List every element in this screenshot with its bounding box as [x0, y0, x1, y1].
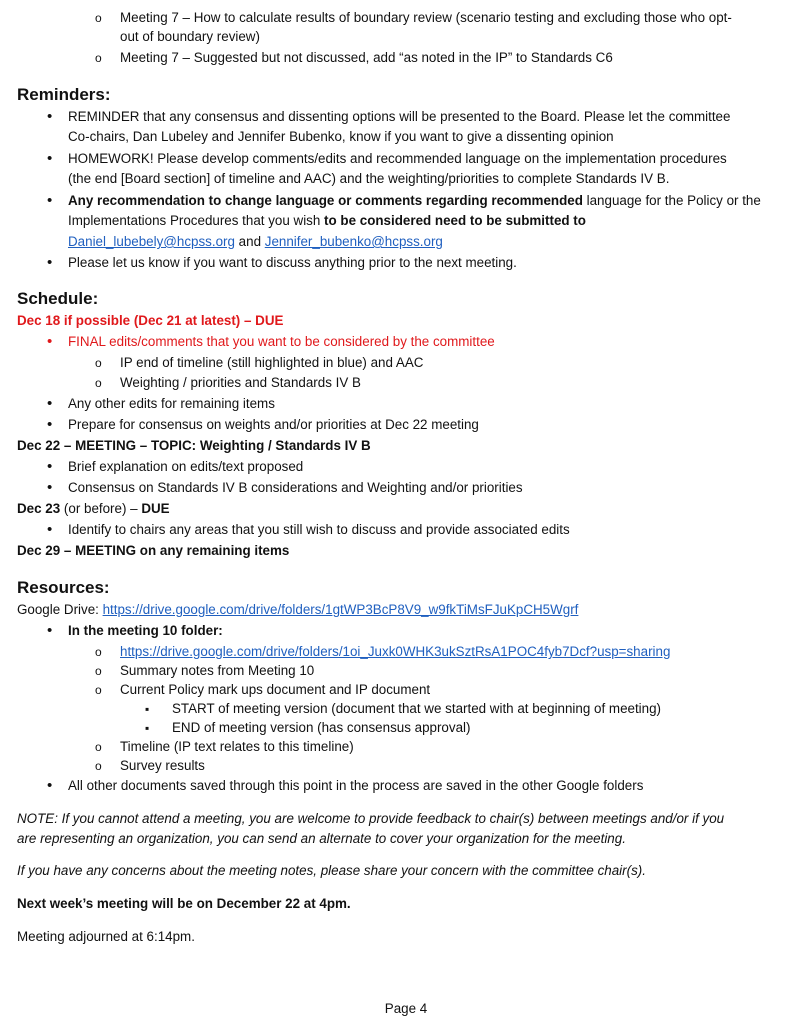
note-line1: NOTE: If you cannot attend a meeting, you are welcome to provide feedback to chair(s) between meetings and/or if you [17, 811, 725, 826]
circle-bullet-icon [95, 49, 102, 67]
meeting-adjourned: Meeting adjourned at 6:14pm. [17, 929, 195, 944]
dec29-meeting: Dec 29 – MEETING on any remaining items [17, 543, 290, 558]
recommendation-line2 [68, 212, 586, 230]
meeting10-folder-link[interactable]: https://drive.google.com/drive/folders/1oi_Juxk0WHK3ukSztRsA1POC4fyb7Dcf?usp=sharing [120, 644, 671, 659]
timeline-item: Timeline (IP text relates to this timeline) [120, 739, 354, 754]
concerns-note: If you have any concerns about the meeting notes, please share your concern with the committee chair(s). [17, 863, 646, 878]
bullet-icon [47, 777, 52, 795]
bullet-icon [47, 150, 52, 168]
circle-bullet-icon [95, 738, 102, 756]
summary-notes-item: Summary notes from Meeting 10 [120, 663, 315, 678]
homework-line1: HOMEWORK! Please develop comments/edits and recommended language on the implementation procedures [68, 151, 727, 166]
google-drive-label: Google Drive: [17, 602, 103, 617]
next-meeting: Next week’s meeting will be on December 22 at 4pm. [17, 896, 351, 911]
circle-bullet-icon [95, 662, 102, 680]
bullet-icon [47, 333, 52, 351]
page-number: Page 4 [384, 1001, 428, 1016]
ip-timeline-item: IP end of timeline (still highlighted in blue) and AAC [120, 355, 424, 370]
other-edits-item: Any other edits for remaining items [68, 396, 275, 411]
final-edits-item: FINAL edits/comments that you want to be considered by the committee [68, 334, 495, 349]
meeting7-item-line1: Meeting 7 – How to calculate results of boundary review (scenario testing and excluding those who opt- [120, 10, 732, 25]
recommendation-submit-text: to be considered need to be submitted to [324, 213, 586, 228]
prepare-consensus-item: Prepare for consensus on weights and/or priorities at Dec 22 meeting [68, 417, 479, 432]
meeting10-folder-link-line [120, 643, 670, 661]
bullet-icon [47, 192, 52, 210]
bullet-icon [47, 622, 52, 640]
dec23-date: Dec 23 [17, 501, 61, 516]
circle-bullet-icon [95, 9, 102, 27]
bullet-icon [47, 479, 52, 497]
bullet-icon [47, 416, 52, 434]
current-policy-item: Current Policy mark ups document and IP document [120, 682, 431, 697]
dec23-due-label: DUE [141, 501, 170, 516]
circle-bullet-icon [95, 681, 102, 699]
reminder-board-line1: REMINDER that any consensus and dissenting options will be presented to the Board. Please let the committee [68, 109, 731, 124]
email-link-jennifer[interactable]: Jennifer_bubenko@hcpss.org [264, 234, 443, 249]
recommendation-plain-text: Implementations Procedures that you wish [68, 213, 325, 228]
email-line [68, 233, 443, 251]
google-drive-link[interactable]: https://drive.google.com/drive/folders/1gtWP3BcP8V9_w9fkTiMsFJuKpCH5Wgrf [102, 602, 579, 617]
bullet-icon [47, 254, 52, 272]
meeting10-folder-label: In the meeting 10 folder: [68, 623, 223, 638]
schedule-heading: Schedule: [17, 289, 99, 308]
weighting-item: Weighting / priorities and Standards IV B [120, 375, 361, 390]
identify-item: Identify to chairs any areas that you still wish to discuss and provide associated edits [68, 522, 570, 537]
email-link-daniel[interactable]: Daniel_lubebely@hcpss.org [68, 234, 235, 249]
reminders-heading: Reminders: [17, 85, 111, 104]
bullet-icon [47, 395, 52, 413]
discuss-reminder: Please let us know if you want to discuss anything prior to the next meeting. [68, 255, 517, 270]
dec22-meeting: Dec 22 – MEETING – TOPIC: Weighting / Standards IV B [17, 438, 371, 453]
meeting7-item-line2: out of boundary review) [120, 29, 260, 44]
and-text: and [234, 234, 265, 249]
recommendation-line1 [68, 192, 761, 210]
google-drive-line [17, 601, 578, 619]
dec23-mid: (or before) – [60, 501, 142, 516]
circle-bullet-icon [95, 757, 102, 775]
dec23-due [17, 500, 170, 518]
end-version-item: END of meeting version (has consensus approval) [172, 720, 471, 735]
circle-bullet-icon [95, 354, 102, 372]
bullet-icon [47, 458, 52, 476]
square-bullet-icon [145, 700, 149, 718]
consensus-item: Consensus on Standards IV B considerations and Weighting and/or priorities [68, 480, 523, 495]
meeting7-suggested-item: Meeting 7 – Suggested but not discussed, add “as noted in the IP” to Standards C6 [120, 50, 613, 65]
bullet-icon [47, 521, 52, 539]
reminder-board-line2: Co-chairs, Dan Lubeley and Jennifer Bubenko, know if you want to give a dissenting opinion [68, 129, 614, 144]
circle-bullet-icon [95, 374, 102, 392]
homework-line2: (the end [Board section] of timeline and AAC) and the weighting/priorities to complete Standards IV B. [68, 171, 670, 186]
recommendation-rest-text: language for the Policy or the [582, 193, 761, 208]
dec18-due: Dec 18 if possible (Dec 21 at latest) – DUE [17, 313, 284, 328]
square-bullet-icon [145, 719, 149, 737]
note-line2: are representing an organization, you can send an alternate to cover your organization for the meeting. [17, 831, 626, 846]
brief-explanation-item: Brief explanation on edits/text proposed [68, 459, 304, 474]
resources-heading: Resources: [17, 578, 110, 597]
all-other-documents-item: All other documents saved through this point in the process are saved in the other Google folders [68, 778, 644, 793]
bullet-icon [47, 108, 52, 126]
start-version-item: START of meeting version (document that we started with at beginning of meeting) [172, 701, 662, 716]
survey-results-item: Survey results [120, 758, 205, 773]
circle-bullet-icon [95, 643, 102, 661]
recommendation-bold-text: Any recommendation to change language or comments regarding recommended [68, 193, 583, 208]
